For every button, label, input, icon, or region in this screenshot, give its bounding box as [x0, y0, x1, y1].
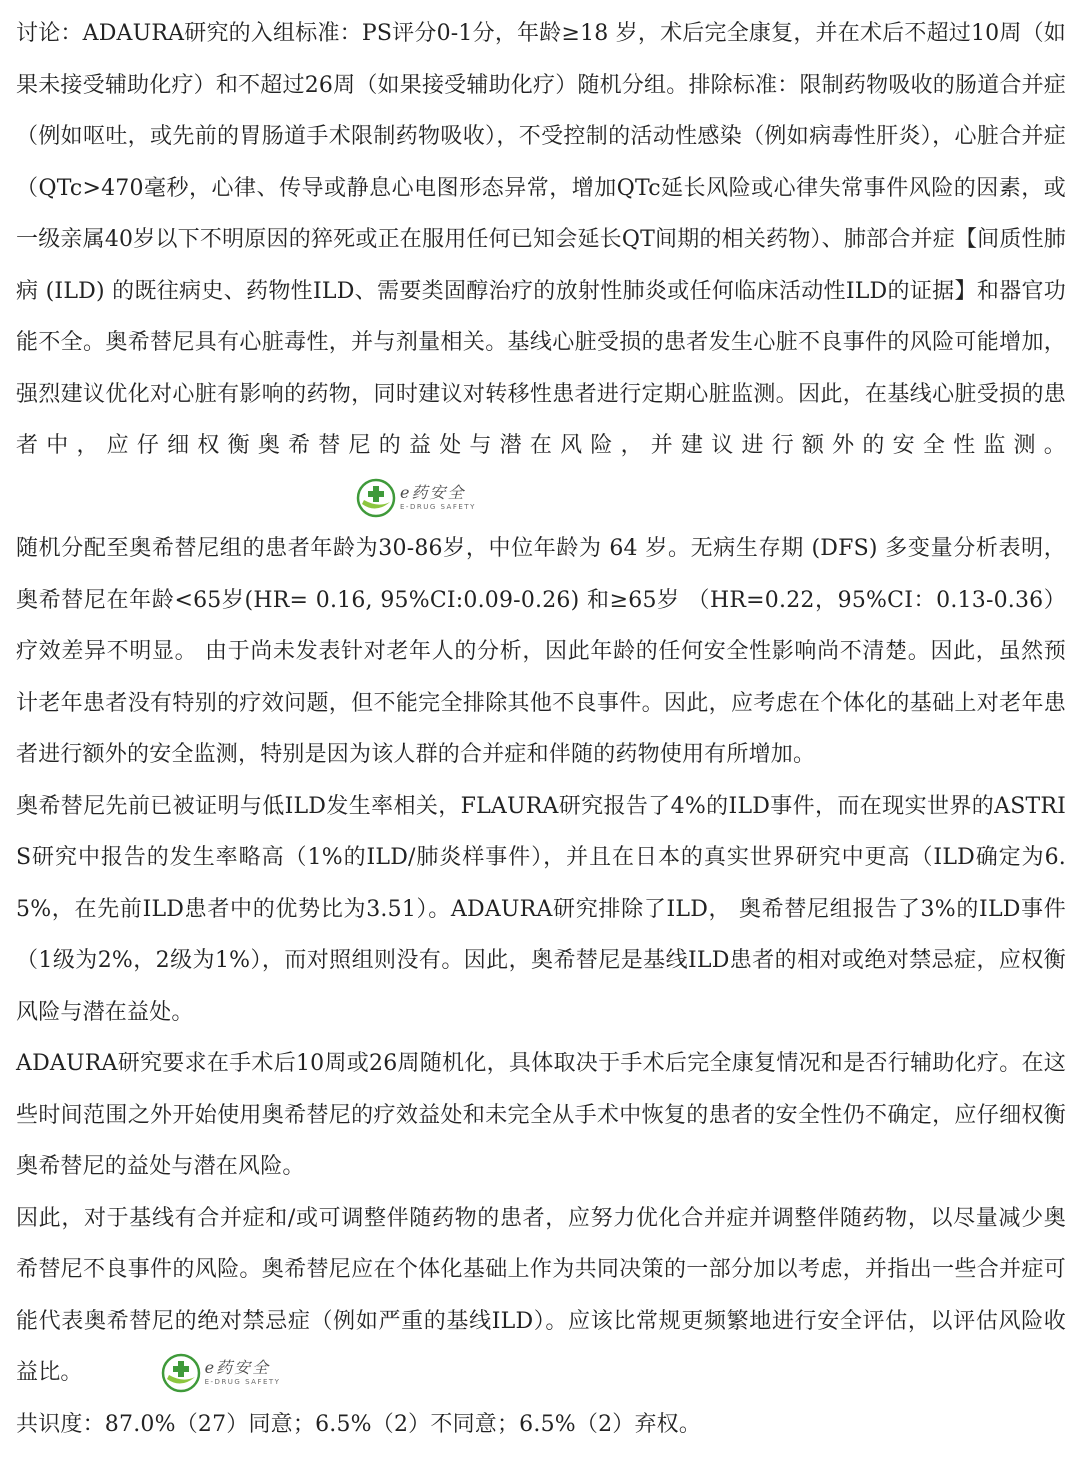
watermark-title: e药安全 [204, 1358, 271, 1377]
paragraph-text: 奥希替尼先前已被证明与低ILD发生率相关，FLAURA研究报告了4%的ILD事件，而在现实世界的ASTRIS研究中报告的发生率略高（1%的ILD/肺炎样事件），并且在日本的真实世界研究中更高（ILD确定为6.5%，在先前ILD患者中的优势比为3.51）。ADAURA研究排除了ILD， 奥希替尼组报告了3%的ILD事件（1级为2%，2级为1%），而对照组则没有。因此，奥希替尼是基线ILD患者的相对或绝对禁忌症，应权衡风险与潜在益处。 [16, 793, 1066, 1025]
paragraph-ild [16, 781, 1066, 1039]
paragraph-discussion [16, 8, 1066, 523]
watermark-subtitle: E-DRUG SAFETY [204, 1378, 281, 1386]
paragraph-randomization [16, 1038, 1066, 1193]
paragraph-text: 共识度：87.0%（27）同意；6.5%（2）不同意；6.5%（2）弃权。 [16, 1411, 702, 1437]
paragraph-text: 讨论：ADAURA研究的入组标准：PS评分0-1分，年龄≥18 岁，术后完全康复，并在术后不超过10周（如果未接受辅助化疗）和不超过26周（如果接受辅助化疗）随机分组。排除标准：限制药物吸收的肠道合并症（例如呕吐，或先前的胃肠道手术限制药物吸收），不受控制的活动性感染（例如病毒性肝炎），心脏合并症（QTc>470毫秒，心律、传导或静息心电图形态异常，增加QTc延长风险或心律失常事件风险的因素，或一级亲属40岁以下不明原因的猝死或正在服用任何已知会延长QT间期的相关药物）、肺部合并症【间质性肺病 (ILD) 的既往病史、药物性ILD、需要类固醇治疗的放射性肺炎或任何临床活动性ILD的证据】和器官功能不全。奥希替尼具有心脏毒性，并与剂量相关。基线心脏受损的患者发生心脏不良事件的风险可能增加，强烈建议优化对心脏有影响的药物，同时建议对转移性患者进行定期心脏监测。因此，在基线心脏受损的患者中，应仔细权衡奥希替尼的益处与潜在风险，并建议进行额外的安全性监测。 [16, 21, 1066, 458]
paragraph-age [16, 523, 1066, 781]
watermark-subtitle: E-DRUG SAFETY [400, 502, 476, 511]
cross-leaf-logo-icon [161, 1353, 201, 1393]
watermark-text [400, 482, 476, 511]
watermark-title: e药安全 [400, 482, 466, 502]
paragraph-conclusion [16, 1193, 1066, 1399]
paragraph-text: 因此，对于基线有合并症和/或可调整伴随药物的患者，应努力优化合并症并调整伴随药物，以尽量减少奥希替尼不良事件的风险。奥希替尼应在个体化基础上作为共同决策的一部分加以考虑，并指出一些合并症可能代表奥希替尼的绝对禁忌症（例如严重的基线ILD）。应该比常规更频繁地进行安全评估，以评估风险收益比。 [16, 1205, 1066, 1385]
watermark-logo [161, 1353, 281, 1393]
watermark-logo [356, 478, 476, 518]
cross-leaf-logo-icon [356, 478, 396, 518]
paragraph-text: 随机分配至奥希替尼组的患者年龄为30-86岁，中位年龄为 64 岁。无病生存期 (DFS) 多变量分析表明，奥希替尼在年龄<65岁(HR= 0.16, 95%CI:0.09-0.26) 和≥65岁 （HR=0.22，95%CI：0.13-0.36）疗效差异不明显。 由于尚未发表针对老年人的分析，因此年龄的任何安全性影响尚不清楚。因此，虽然预计老年患者没有特别的疗效问题，但不能完全排除其他不良事件。因此，应考虑在个体化的基础上对老年患者进行额外的安全监测，特别是因为该人群的合并症和伴随的药物使用有所增加。 [16, 536, 1066, 767]
document-body [16, 8, 1066, 1450]
paragraph-text: ADAURA研究要求在手术后10周或26周随机化，具体取决于手术后完全康复情况和是否行辅助化疗。在这些时间范围之外开始使用奥希替尼的疗效益处和未完全从手术中恢复的患者的安全性仍不确定，应仔细权衡奥希替尼的益处与潜在风险。 [16, 1051, 1066, 1179]
paragraph-consensus [16, 1399, 1066, 1451]
watermark-text [205, 1360, 281, 1386]
